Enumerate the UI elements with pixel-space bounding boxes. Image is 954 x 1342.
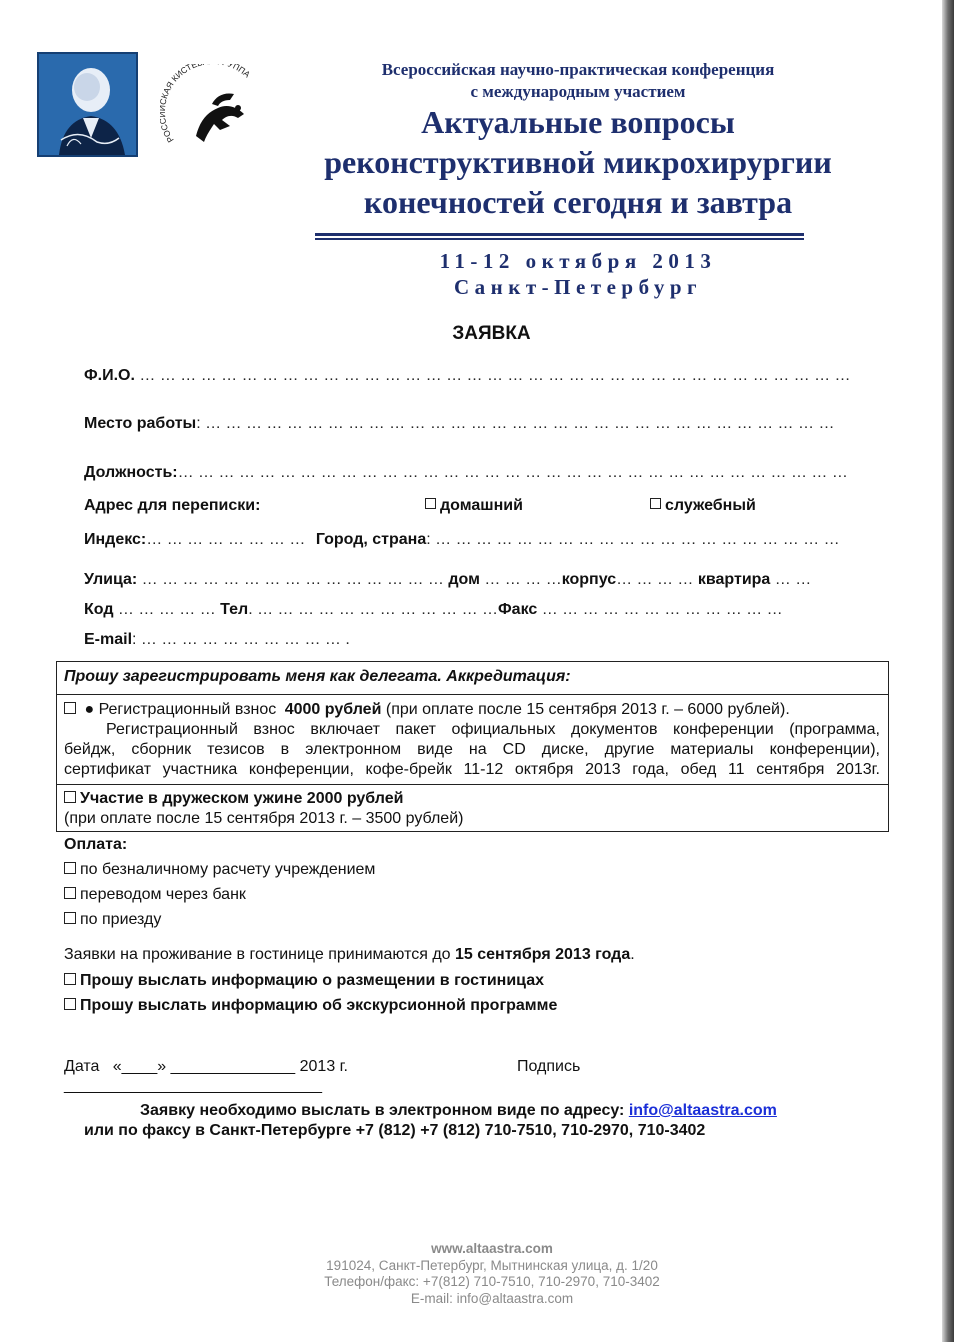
house-dots[interactable]: … … … … <box>479 571 562 588</box>
registration-fee-prefix: ● Регистрационный взнос <box>84 701 277 718</box>
payment-bank-checkbox[interactable] <box>64 887 76 899</box>
send-instructions <box>140 1102 777 1120</box>
request-excursion-label: Прошу выслать информацию об экскурсионной программе <box>80 997 558 1014</box>
tel-dots[interactable]: . … … … … … … … … … … … … <box>248 601 499 618</box>
city-dots[interactable]: : … … … … … … … … … … … … … … … … … … … … <box>426 531 840 548</box>
footer-address: 191024, Санкт-Петербург, Мытнинская улица, д. 1/20 <box>326 1258 658 1273</box>
page-edge-shadow <box>942 0 954 1342</box>
email-row <box>84 631 350 649</box>
payment-arrival-label: по приезду <box>80 911 162 928</box>
city-label: Город, страна <box>315 531 427 548</box>
position-field[interactable] <box>84 464 848 482</box>
code-dots[interactable]: … … … … … <box>113 601 216 618</box>
office-label: служебный <box>665 497 756 514</box>
home-address-option[interactable] <box>425 497 523 515</box>
index-label: Индекс: <box>84 531 147 548</box>
tel-label: Тел <box>220 601 249 618</box>
fax-label: Факс <box>498 601 538 618</box>
conference-dates: 11-12 октября 2013 <box>439 249 717 273</box>
conference-title-line3: конечностей сегодня и завтра <box>363 184 793 220</box>
index-city-row <box>84 531 840 549</box>
house-label: дом <box>448 571 480 588</box>
street-label: Улица: <box>84 571 138 588</box>
payment-option-bank[interactable] <box>64 886 246 904</box>
registration-box <box>56 661 889 832</box>
home-label: домашний <box>440 497 523 514</box>
request-excursion-checkbox[interactable] <box>64 998 76 1010</box>
apartment-label: квартира <box>697 571 771 588</box>
building-label: корпус <box>561 571 617 588</box>
registration-fee-desc1: Регистрационный взнос включает пакет официальных документов конференции (программа, <box>106 721 880 738</box>
fio-field[interactable] <box>84 367 851 385</box>
registration-box-header <box>57 662 888 695</box>
conference-subtype: с международным участием <box>470 82 686 101</box>
payment-bank-label: переводом через банк <box>80 886 246 903</box>
conference-type: Всероссийская научно-практическая конференция <box>381 60 775 79</box>
registration-fee-desc3: сертификат участника конференции, кофе-брейк 11-12 октября 2013 года, обед 11 сентября 2013г. <box>64 761 880 778</box>
position-label: Должность: <box>84 464 178 481</box>
dinner-label: Участие в дружеском ужине 2000 рублей <box>80 790 404 807</box>
payment-option-arrival[interactable] <box>64 911 161 929</box>
request-hotel-option[interactable] <box>64 972 544 990</box>
signature-line[interactable]: _____________________________ <box>64 1077 323 1094</box>
office-checkbox[interactable] <box>650 498 661 509</box>
registration-fee-suffix: (при оплате после 15 сентября 2013 г. – 6000 рублей). <box>385 701 790 718</box>
index-dots[interactable]: … … … … … … … … <box>146 531 306 548</box>
registration-fee-desc2: бейдж, сборник тезисов в электронном виде на CD диске, другие материалы конференции), <box>64 741 880 758</box>
payment-arrival-checkbox[interactable] <box>64 912 76 924</box>
conference-title-line1: Актуальные вопросы <box>421 104 735 140</box>
registration-fee-checkbox[interactable] <box>64 702 76 714</box>
send-email-link[interactable]: info@altaastra.com <box>628 1102 777 1119</box>
apartment-dots[interactable]: … … <box>770 571 812 588</box>
form-title: ЗАЯВКА <box>452 323 531 344</box>
conference-city: Санкт-Петербург <box>453 275 703 299</box>
office-address-option[interactable] <box>650 497 756 515</box>
footer-website[interactable]: www.altaastra.com <box>431 1241 553 1256</box>
hotel-text-suffix: . <box>630 946 635 963</box>
registration-fee-section <box>57 695 888 785</box>
conference-title-line2: реконструктивной микрохирургии <box>324 144 832 180</box>
home-checkbox[interactable] <box>425 498 436 509</box>
logo-arc-text: РО КАЯ КИСТЕ УППА <box>160 64 253 145</box>
title-double-rule <box>315 233 804 240</box>
footer-email[interactable]: E-mail: info@altaastra.com <box>410 1291 574 1306</box>
address-label: Адрес для переписки: <box>84 497 261 514</box>
send-text: Заявку необходимо выслать в электронном виде по адресу: <box>140 1102 625 1119</box>
request-hotel-checkbox[interactable] <box>64 973 76 985</box>
request-hotel-label: Прошу выслать информацию о размещении в гостиницах <box>80 972 544 989</box>
payment-option-cashless[interactable] <box>64 861 375 879</box>
portrait-image <box>39 54 136 155</box>
hotel-deadline-text <box>64 946 635 964</box>
dinner-checkbox[interactable] <box>64 791 76 803</box>
payment-title: Оплата: <box>64 836 128 853</box>
portrait-logo <box>37 52 138 157</box>
payment-cashless-label: по безналичному расчету учреждением <box>80 861 376 878</box>
workplace-label: Место работы <box>84 415 197 432</box>
date-field[interactable]: Дата «____» ______________ 2013 г. <box>64 1058 348 1075</box>
workplace-dots: : … … … … … … … … … … … … … … … … … … … … … … … … … … … … … … … <box>196 415 835 432</box>
footer-phone: Телефон/факс: +7(812) 710-7510, 710-2970, 710-3402 <box>324 1274 660 1289</box>
registration-fee-amount: 4000 рублей <box>284 701 382 718</box>
signature-label: Подпись <box>517 1058 581 1075</box>
request-excursion-option[interactable] <box>64 997 557 1015</box>
workplace-field[interactable] <box>84 415 834 433</box>
position-dots: … … … … … … … … … … … … … … … … … … … … … … … … … … … … … … … … … <box>177 464 848 481</box>
fio-label: Ф.И.О. <box>84 367 135 384</box>
email-dots[interactable]: : … … … … … … … … … … . <box>132 631 350 648</box>
street-dots[interactable]: … … … … … … … … … … … … … … … <box>137 571 444 588</box>
hand-group-logo <box>160 64 260 150</box>
hotel-text-prefix: Заявки на проживание в гостинице принимаются до <box>64 946 451 963</box>
fio-dots: … … … … … … … … … … … … … … … … … … … … … … … … … … … … … … … … … … … <box>139 367 851 384</box>
hotel-deadline: 15 сентября 2013 года <box>455 946 631 963</box>
payment-cashless-checkbox[interactable] <box>64 862 76 874</box>
code-label: Код <box>84 601 114 618</box>
dinner-note: (при оплате после 15 сентября 2013 г. – 3500 рублей) <box>64 810 464 827</box>
code-phone-fax-row <box>84 601 783 619</box>
dinner-section <box>57 785 888 829</box>
building-dots[interactable]: … … … … <box>616 571 694 588</box>
registration-box-title: Прошу зарегистрировать меня как делегата. Аккредитация: <box>64 668 571 685</box>
fax-dots[interactable]: … … … … … … … … … … … … <box>537 601 783 618</box>
fax-instructions: или по факсу в Санкт-Петербурге +7 (812) +7 (812) 710-7510, 710-2970, 710-3402 <box>84 1122 706 1139</box>
email-label: E-mail <box>84 631 133 648</box>
street-row <box>84 571 811 589</box>
